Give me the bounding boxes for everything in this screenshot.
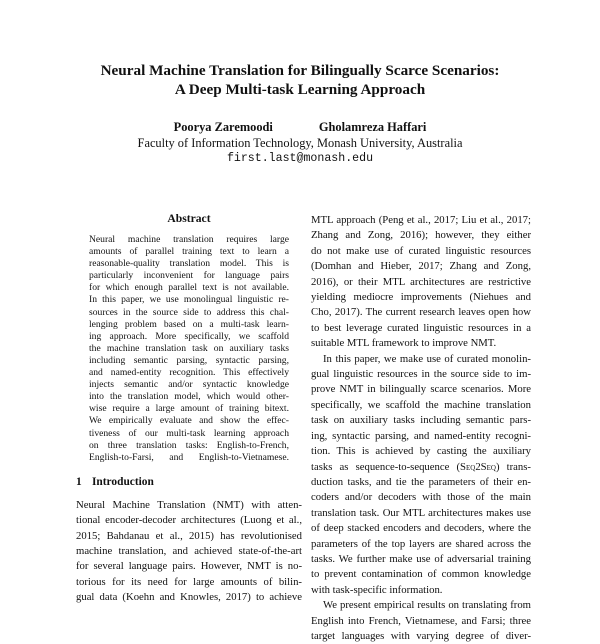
text-line: gual data (Koehn and Knowles, 2017) to achieve bbox=[76, 591, 302, 604]
text-line: including semantic parsing, syntactic parsing, bbox=[89, 354, 289, 366]
section-title: Introduction bbox=[92, 475, 154, 488]
text-line: amounts of parallel training text to learn a bbox=[89, 246, 289, 258]
text-line: for which enough parallel text is not available. bbox=[89, 282, 289, 294]
section-number: 1 bbox=[76, 475, 82, 488]
text-line: Zhang and Zong, 2016); however, they either bbox=[311, 229, 531, 242]
text-line: lenging problem based on a multi-task learn- bbox=[89, 318, 289, 330]
text-line: suitable MTL framework to improve NMT. bbox=[311, 337, 497, 350]
text-line: to prevent contamination of common knowledge bbox=[311, 568, 531, 581]
text-line: on three translation tasks: English-to-French, bbox=[89, 439, 289, 451]
right-para-1 bbox=[311, 213, 531, 352]
text-line: task on auxiliary tasks including semantic pars- bbox=[311, 414, 531, 427]
text-line: Neural Machine Translation for Bilingually Scarce Scenarios: bbox=[100, 62, 500, 79]
text-line: and named-entity recognition. This effectively bbox=[89, 367, 289, 379]
text-line: target languages with varying degree of diver- bbox=[311, 629, 531, 642]
text-line: Cho, 2017). The current research leaves open how bbox=[311, 306, 531, 319]
text-line: Neural Machine Translation (NMT) with atten- bbox=[76, 498, 302, 511]
text-line: tion. This is achieved by casting the auxiliary bbox=[311, 445, 531, 458]
text-line: the machine translation task on auxiliary tasks bbox=[89, 342, 289, 354]
seq2seq-token: Seq2Seq bbox=[460, 460, 496, 473]
text-line: to best leverage curated linguistic resources in a bbox=[311, 321, 531, 334]
text-line: machine translation, and achieved state-of-the-art bbox=[76, 545, 302, 557]
text-line: ing, syntactic parsing, and named-entity recogni- bbox=[311, 429, 531, 442]
text-line: duction tasks, and tie the parameters of their en- bbox=[311, 475, 531, 488]
text-line: tional encoder-decoder architectures (Luong et al., bbox=[76, 514, 302, 527]
text-line: for several language pairs. However, NMT is no- bbox=[76, 560, 302, 573]
section-heading-introduction bbox=[76, 476, 302, 488]
text-line: tiveness of our multi-task learning approach bbox=[89, 427, 289, 439]
left-column bbox=[76, 212, 302, 606]
right-para-2 bbox=[311, 352, 531, 599]
text-line: In this paper, we make use of curated monolin- bbox=[323, 352, 531, 365]
text-line: sources in the source side to address this chal- bbox=[89, 306, 289, 318]
text-line: We empirically evaluate and show the effec- bbox=[89, 415, 289, 427]
paper-title bbox=[0, 62, 600, 99]
text-line: A Deep Multi-task Learning Approach bbox=[174, 80, 426, 98]
text-line: injects semantic and/or syntactic knowledge bbox=[89, 379, 289, 391]
text-line: particularly inconvenient for language pairs bbox=[89, 270, 289, 282]
right-column bbox=[311, 213, 531, 644]
text-line: ing approach. More specifically, we scaffold bbox=[89, 330, 289, 342]
text-line: reasonable-quality translation model. This is bbox=[89, 258, 289, 270]
text-line: into the translation model, which would other- bbox=[89, 391, 289, 403]
abstract-heading: Abstract bbox=[167, 212, 211, 225]
text-line: parameters of the top layers are shared across the bbox=[311, 537, 531, 550]
author-block bbox=[0, 120, 600, 167]
text-line: wise require a large amount of training bitext. bbox=[89, 403, 289, 415]
author-2: Gholamreza Haffari bbox=[318, 120, 427, 134]
text-line: English into French, Vietnamese, and Farsi; three bbox=[311, 614, 531, 627]
text-line: We present empirical results on translating from bbox=[323, 599, 531, 612]
text-line: torious for its need for large amounts of bilin- bbox=[76, 575, 302, 588]
text-line: tasks. We further make use of adversarial training bbox=[311, 552, 531, 565]
author-names bbox=[0, 120, 600, 136]
text-line: coders and/or decoders with those of the main bbox=[311, 491, 531, 504]
text-line: of deep stacked encoders and decoders, where the bbox=[311, 522, 531, 535]
right-para-3 bbox=[311, 598, 531, 644]
text-line: (Domhan and Hieber, 2017; Zhang and Zong, bbox=[311, 260, 531, 273]
text-line: English-to-Farsi, and English-to-Vietnamese. bbox=[89, 451, 289, 463]
text-line: gual linguistic resources in the source side to im- bbox=[311, 368, 531, 381]
right-para-2-part-a bbox=[311, 352, 531, 460]
text-line: do not make use of curated linguistic resources bbox=[311, 244, 531, 257]
text-line: Neural machine translation requires large bbox=[89, 234, 289, 245]
text-line: translation task. Our MTL architectures makes use bbox=[311, 506, 531, 519]
text-line: yielding mediocre improvements (Niehues and bbox=[311, 291, 531, 304]
text-line: 2016), or their MTL architectures are restrictive bbox=[311, 275, 531, 288]
text-line: MTL approach (Peng et al., 2017; Liu et al., 2017; bbox=[311, 214, 531, 226]
text-line: prove NMT in bilingually scarce scenarios. More bbox=[311, 383, 531, 396]
email: first.last@monash.edu bbox=[226, 152, 374, 165]
abstract-text bbox=[76, 234, 289, 464]
text-line: In this paper, we use monolingual linguistic re- bbox=[89, 294, 289, 306]
text-line: specifically, we scaffold the machine translation bbox=[311, 398, 531, 411]
text-line: 2015; Bahdanau et al., 2015) has revolutionised bbox=[76, 529, 302, 542]
introduction-text bbox=[76, 498, 302, 606]
text-line: with task-specific information. bbox=[311, 583, 443, 596]
affiliation: Faculty of Information Technology, Monash University, Australia bbox=[137, 135, 463, 150]
author-1: Poorya Zaremoodi bbox=[173, 120, 273, 134]
right-para-2-part-b bbox=[311, 475, 531, 598]
seq2seq-line: tasks as sequence-to-sequence (Seq2Seq) trans- bbox=[311, 460, 531, 473]
